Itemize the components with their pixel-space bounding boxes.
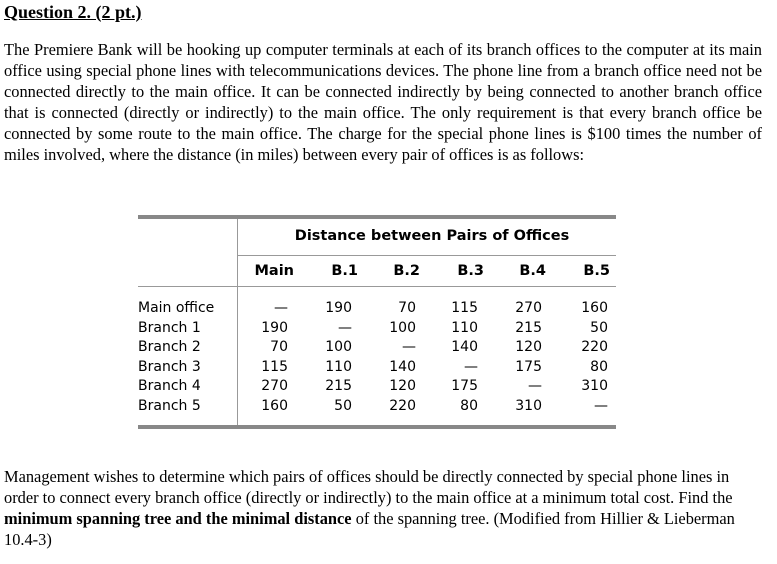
question-heading: Question 2. (2 pt.) [4,2,142,22]
distance-cell: 140 [451,339,478,355]
distance-cell: 215 [325,378,352,394]
column-header: B.2 [393,263,420,279]
distance-cell: 80 [460,398,478,414]
column-header: B.3 [457,263,484,279]
distance-cell: 220 [389,398,416,414]
distance-cell: — [594,398,608,414]
row-label: Branch 5 [138,398,201,414]
distance-cell: 175 [515,359,542,375]
column-header: B.5 [583,263,610,279]
distance-cell: 50 [334,398,352,414]
distance-cell: 215 [515,320,542,336]
distance-cell: 115 [261,359,288,375]
distance-cell: — [338,320,352,336]
distance-cell: 175 [451,378,478,394]
task-paragraph [4,466,766,550]
distance-cell: 50 [590,320,608,336]
column-header: Main [254,263,294,279]
table-caption: Distance between Pairs of Offices [294,228,570,244]
distance-cell: — [528,378,542,394]
table-top-rule [138,215,616,219]
distance-cell: 310 [515,398,542,414]
distance-cell: 190 [325,300,352,316]
problem-paragraph: The Premiere Bank will be hooking up computer terminals at each of its branch offices to the computer at its main office using special phone lines with telecommunications devices. The phone line from a branch office need not be connected directly to the main office. It can be connected indirectly by being connected to another branch office that is connected (directly or indirectly) to the main office. The only requirement is that every branch office be connected by some route to the main office. The charge for the special phone lines is $100 times the number of miles involved, where the distance (in miles) between every pair of offices is as follows: [4,40,762,164]
distance-cell: 160 [581,300,608,316]
header-rule [138,286,616,287]
distance-cell: 310 [581,378,608,394]
row-label: Branch 1 [138,320,201,336]
distance-cell: 120 [515,339,542,355]
distance-cell: — [464,359,478,375]
table-bottom-rule [138,425,616,429]
distance-cell: 160 [261,398,288,414]
distance-cell: 110 [325,359,352,375]
distance-cell: 70 [398,300,416,316]
caption-rule [238,255,616,256]
distance-cell: 220 [581,339,608,355]
row-label: Branch 3 [138,359,201,375]
row-label: Branch 4 [138,378,201,394]
row-label: Main office [138,300,215,316]
distance-cell: 270 [515,300,542,316]
distance-table [138,215,616,429]
distance-cell: 100 [325,339,352,355]
row-label: Branch 2 [138,339,201,355]
distance-cell: 80 [590,359,608,375]
task-text-end: of the spanning tree. (Modified from Hillier & Lieberman 10.4-3) [4,509,735,549]
distance-cell: 70 [270,339,288,355]
distance-cell: 110 [451,320,478,336]
column-header: B.1 [331,263,358,279]
distance-cell: 100 [389,320,416,336]
distance-cell: 115 [451,300,478,316]
distance-cell: — [402,339,416,355]
distance-cell: — [274,300,288,316]
task-text-start: Management wishes to determine which pairs of offices should be directly connected by special phone lines in order to connect every branch office (directly or indirectly) to the main office at a minimum total cost. Find the [4,467,733,507]
distance-cell: 270 [261,378,288,394]
table-vertical-rule [237,219,238,425]
distance-cell: 140 [389,359,416,375]
task-text-emphasis: minimum spanning tree and the minimal distance [4,509,352,528]
distance-cell: 190 [261,320,288,336]
distance-cell: 120 [389,378,416,394]
column-header: B.4 [519,263,546,279]
